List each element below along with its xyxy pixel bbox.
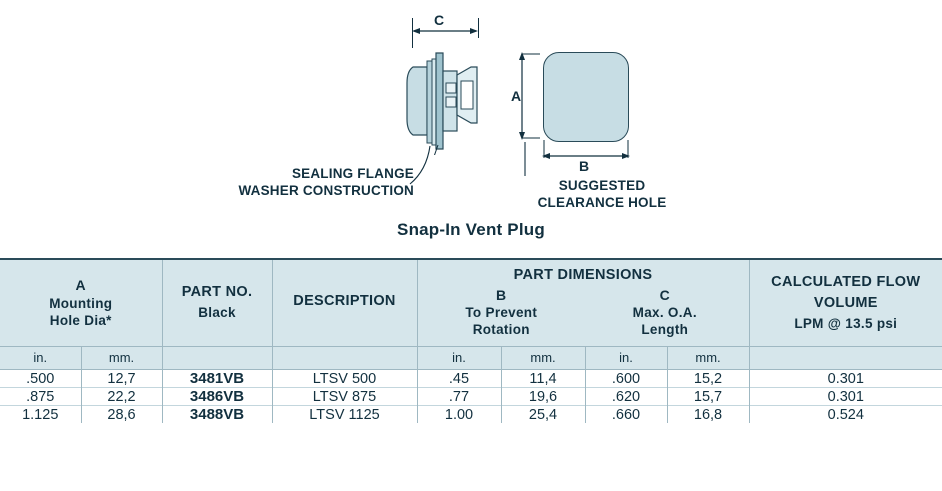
table-body <box>0 370 942 424</box>
cell-part-no: 3488VB <box>162 406 272 424</box>
header-description <box>272 259 417 347</box>
cell-c-in: .600 <box>585 370 667 388</box>
cell-c-mm: 16,8 <box>667 406 749 424</box>
cell-b-in: .45 <box>417 370 501 388</box>
header-part-no <box>162 259 272 347</box>
header-unit-b-mm: mm. <box>501 347 585 370</box>
callout-hole-line2: CLEARANCE HOLE <box>537 195 667 210</box>
header-b-desc2: Rotation <box>472 322 530 337</box>
header-flow-line3: LPM @ 13.5 psi <box>794 315 898 331</box>
header-unit-c-mm: mm. <box>667 347 749 370</box>
header-part-dimensions-subrow <box>420 287 747 338</box>
header-unit-c-in: in. <box>585 347 667 370</box>
header-a-title: A <box>75 276 86 293</box>
cell-a-in: 1.125 <box>0 406 81 424</box>
header-unit-a-in: in. <box>0 347 81 370</box>
header-part-dimensions <box>417 259 749 347</box>
header-part-dimensions-title: PART DIMENSIONS <box>513 267 653 283</box>
header-b-letter: B <box>496 287 507 303</box>
header-part-no-title: PART NO. <box>181 284 253 300</box>
cell-b-in: 1.00 <box>417 406 501 424</box>
table-header-row-units <box>0 347 942 370</box>
cell-a-mm: 12,7 <box>81 370 162 388</box>
cell-flow: 0.524 <box>749 406 942 424</box>
header-c-letter: C <box>659 287 670 303</box>
cell-description: LTSV 1125 <box>272 406 417 424</box>
table-row <box>0 406 942 424</box>
header-description-title: DESCRIPTION <box>293 292 396 309</box>
header-unit-part-blank <box>162 347 272 370</box>
sealing-flange-leader-line <box>408 140 448 190</box>
header-c-group <box>583 287 747 338</box>
header-a-desc1: Mounting <box>49 295 113 311</box>
header-b-group <box>420 287 584 338</box>
callout-sealing-flange <box>214 165 414 199</box>
table-header-row-main <box>0 259 942 347</box>
header-c-desc1: Max. O.A. <box>632 305 697 320</box>
header-a-desc2: Hole Dia* <box>49 312 112 328</box>
table-header <box>0 259 942 370</box>
callout-clearance-hole <box>512 177 692 211</box>
cell-b-in: .77 <box>417 388 501 406</box>
table-row <box>0 370 942 388</box>
header-unit-flow-blank <box>749 347 942 370</box>
vent-plug-drawing <box>405 45 497 155</box>
cell-b-mm: 25,4 <box>501 406 585 424</box>
dimension-label-c: C <box>434 12 445 28</box>
table-row <box>0 388 942 406</box>
cell-c-mm: 15,7 <box>667 388 749 406</box>
header-part-no-sub: Black <box>198 305 236 320</box>
header-calculated-flow <box>749 259 942 347</box>
cell-c-mm: 15,2 <box>667 370 749 388</box>
cell-a-mm: 28,6 <box>81 406 162 424</box>
header-unit-b-in: in. <box>417 347 501 370</box>
dimension-label-a: A <box>511 88 522 104</box>
cell-a-in: .500 <box>0 370 81 388</box>
callout-hole-line1: SUGGESTED <box>558 178 646 193</box>
cell-description: LTSV 500 <box>272 370 417 388</box>
cell-part-no: 3481VB <box>162 370 272 388</box>
cell-part-no: 3486VB <box>162 388 272 406</box>
cell-b-mm: 19,6 <box>501 388 585 406</box>
header-flow-line1: CALCULATED FLOW <box>771 273 921 290</box>
cell-flow: 0.301 <box>749 370 942 388</box>
cell-c-in: .620 <box>585 388 667 406</box>
cell-description: LTSV 875 <box>272 388 417 406</box>
header-unit-desc-blank <box>272 347 417 370</box>
clearance-hole-leader-line <box>518 140 532 180</box>
header-a-mounting-hole <box>0 259 162 347</box>
cell-flow: 0.301 <box>749 388 942 406</box>
callout-sealing-line2: WASHER CONSTRUCTION <box>238 183 414 198</box>
cell-a-in: .875 <box>0 388 81 406</box>
a-dimension-arrow-icon <box>504 50 540 142</box>
cell-b-mm: 11,4 <box>501 370 585 388</box>
header-unit-a-mm: mm. <box>81 347 162 370</box>
cell-a-mm: 22,2 <box>81 388 162 406</box>
callout-sealing-line1: SEALING FLANGE <box>291 166 414 181</box>
header-flow-line2: VOLUME <box>813 294 878 311</box>
specifications-table <box>0 258 942 423</box>
suggested-clearance-hole-shape <box>543 52 629 142</box>
c-dimension-arrow-icon <box>410 25 480 37</box>
figure-caption: Snap-In Vent Plug <box>397 220 545 239</box>
cell-c-in: .660 <box>585 406 667 424</box>
header-b-desc1: To Prevent <box>465 305 538 320</box>
dimension-label-b: B <box>579 158 590 174</box>
header-c-desc2: Length <box>641 322 689 337</box>
